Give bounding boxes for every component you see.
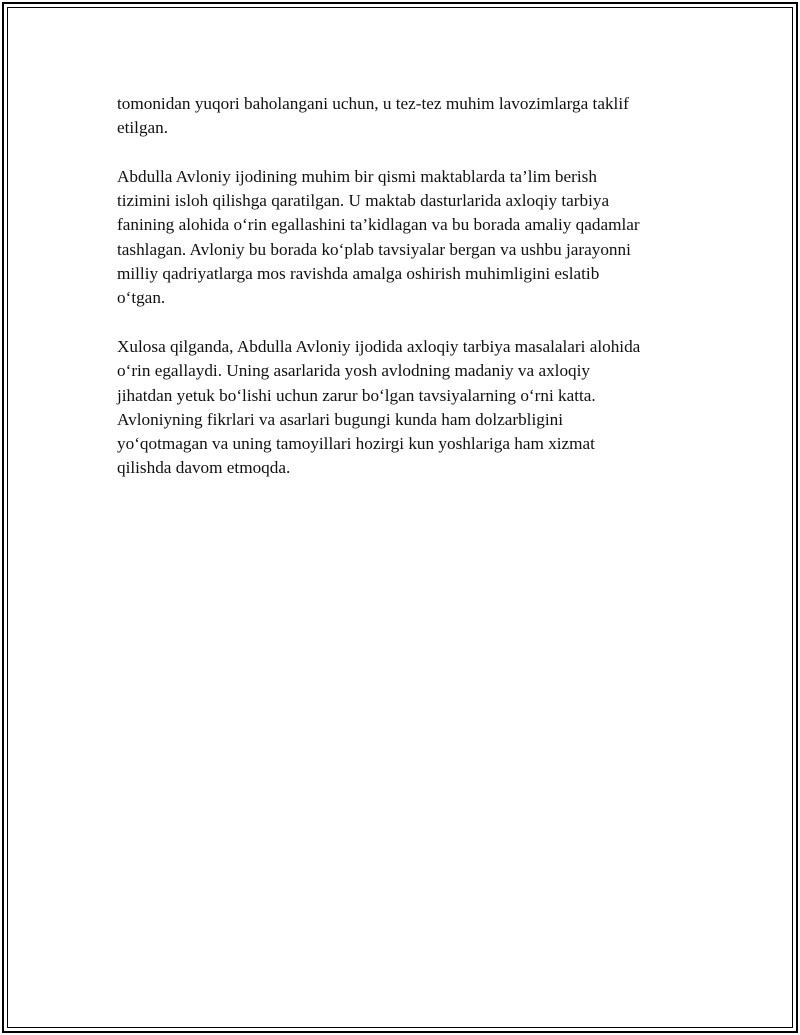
document-body — [117, 92, 697, 505]
text-line: milliy qadriyatlarga mos ravishda amalga oshirish muhimligini eslatib — [117, 264, 600, 284]
text-line: fanining alohida o‘rin egallashini ta’kidlagan va bu borada amaliy qadamlar — [117, 215, 640, 235]
text-line: jihatdan yetuk bo‘lishi uchun zarur bo‘lgan tavsiyalarning o‘rni katta. — [117, 385, 596, 405]
text-line: etilgan. — [117, 118, 169, 138]
text-line: tomonidan yuqori baholangani uchun, u tez-tez muhim lavozimlarga taklif — [117, 94, 629, 113]
text-line: qilishda davom etmoqda. — [117, 458, 291, 478]
text-line: Abdulla Avloniy ijodining muhim bir qismi maktablarda ta’lim berish — [117, 166, 597, 186]
paragraph-3 — [117, 335, 697, 481]
paragraph-2 — [117, 165, 697, 311]
text-line: tizimini isloh qilishga qaratilgan. U maktab dasturlarida axloqiy tarbiya — [117, 191, 610, 211]
paragraph-1 — [117, 92, 697, 141]
text-line: o‘rin egallaydi. Uning asarlarida yosh avlodning madaniy va axloqiy — [117, 361, 591, 381]
text-line: Avloniyning fikrlari va asarlari bugungi kunda ham dolzarbligini — [117, 409, 563, 429]
text-line: tashlagan. Avloniy bu borada ko‘plab tavsiyalar bergan va ushbu jarayonni — [117, 239, 631, 259]
text-line: o‘tgan. — [117, 288, 166, 308]
text-line: yo‘qotmagan va uning tamoyillari hozirgi kun yoshlariga ham xizmat — [117, 434, 595, 454]
text-line: Xulosa qilganda, Abdulla Avloniy ijodida axloqiy tarbiya masalalari alohida — [117, 336, 641, 356]
